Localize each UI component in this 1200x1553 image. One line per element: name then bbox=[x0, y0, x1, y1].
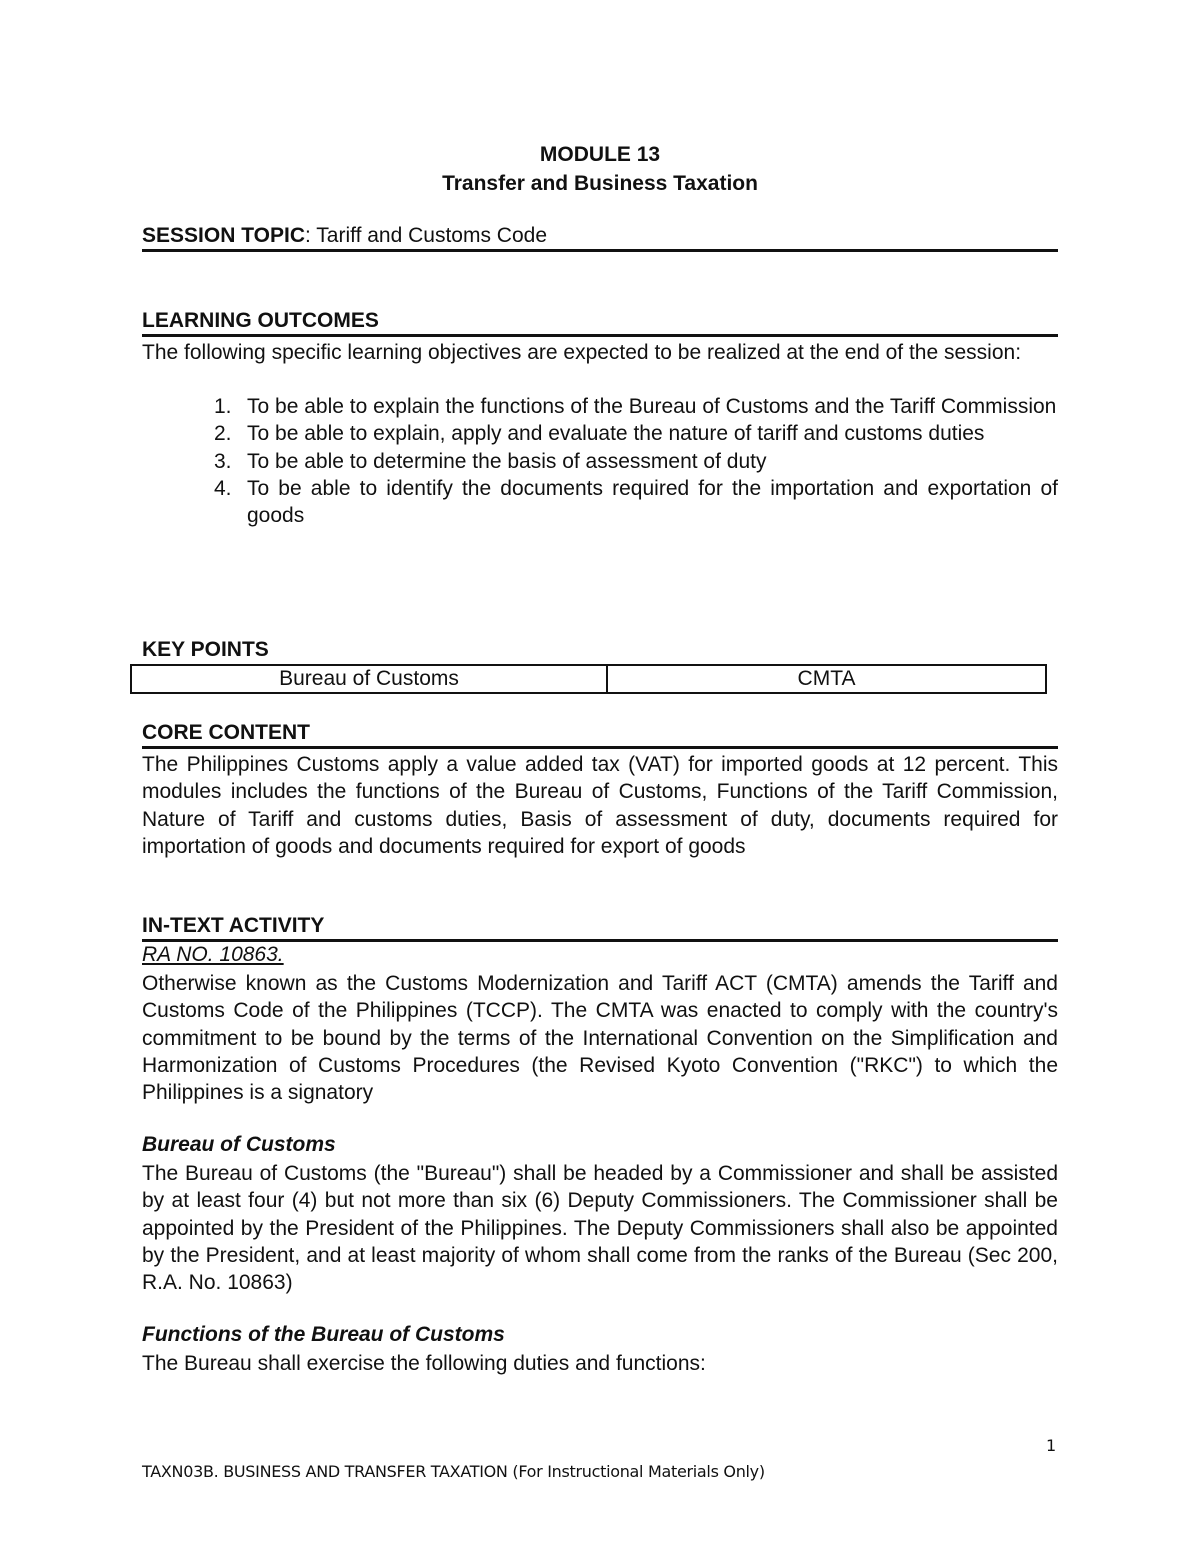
in-text-activity-heading: IN-TEXT ACTIVITY bbox=[142, 914, 1058, 942]
list-item: 2. To be able to explain, apply and evaluate the nature of tariff and customs duties bbox=[214, 422, 985, 446]
session-topic-value: : Tariff and Customs Code bbox=[305, 224, 548, 247]
page-number: 1 bbox=[1046, 1436, 1057, 1455]
session-topic-label: SESSION TOPIC bbox=[142, 224, 305, 247]
module-subtitle: Transfer and Business Taxation bbox=[442, 172, 758, 195]
ra-number: RA NO. 10863. bbox=[142, 943, 284, 966]
functions-heading: Functions of the Bureau of Customs bbox=[142, 1323, 505, 1346]
key-point-cell: Bureau of Customs bbox=[131, 665, 607, 693]
bureau-text: The Bureau of Customs (the "Bureau") shall be headed by a Commissioner and shall be assisted by at least four (4) but not more than six (6) Deputy Commissioners. The Commissioner shall be appointed by the President of the Philippines. The Deputy Commissioners shall also be appointed by the President, and at least majority of whom shall come from the ranks of the Bureau (Sec 200, R.A. No. 10863) bbox=[142, 1162, 1058, 1295]
table-row bbox=[131, 665, 1046, 693]
list-item: 4. To be able to identify the documents required for the importation and exportation of goods bbox=[214, 476, 1058, 528]
list-item: 3. To be able to determine the basis of assessment of duty bbox=[214, 449, 767, 473]
session-topic bbox=[142, 224, 1058, 252]
learning-outcomes-heading: LEARNING OUTCOMES bbox=[142, 309, 1058, 337]
learning-outcomes-intro: The following specific learning objectives are expected to be realized at the end of the session: bbox=[142, 341, 1022, 364]
footer-course: TAXN03B. BUSINESS AND TRANSFER TAXATION (For Instructional Materials Only) bbox=[142, 1462, 765, 1481]
key-point-cell: CMTA bbox=[607, 665, 1046, 693]
bureau-heading: Bureau of Customs bbox=[142, 1133, 336, 1156]
core-content-heading: CORE CONTENT bbox=[142, 721, 1058, 749]
key-points-heading: KEY POINTS bbox=[142, 638, 269, 661]
learning-outcomes-list bbox=[142, 393, 1058, 529]
functions-text: The Bureau shall exercise the following duties and functions: bbox=[142, 1352, 706, 1375]
core-content-text: The Philippines Customs apply a value added tax (VAT) for imported goods at 12 percent. This modules includes the functions of the Bureau of Customs, Functions of the Tariff Commission, Nature of Tariff and customs duties, Basis of assessment of duty, documents required for importation of goods and documents required for export of goods bbox=[142, 753, 1058, 858]
key-points-table bbox=[130, 664, 1047, 694]
module-number: MODULE 13 bbox=[539, 143, 661, 166]
in-text-activity-text: Otherwise known as the Customs Modernization and Tariff ACT (CMTA) amends the Tariff and Customs Code of the Philippines (TCCP). The CMTA was enacted to comply with the country's commitment to be bound by the terms of the International Convention on the Simplification and Harmonization of Customs Procedures (the Revised Kyoto Convention ("RKC") to which the Philippines is a signatory bbox=[142, 972, 1058, 1105]
list-item: 1. To be able to explain the functions of the Bureau of Customs and the Tariff Commission bbox=[214, 395, 1057, 418]
